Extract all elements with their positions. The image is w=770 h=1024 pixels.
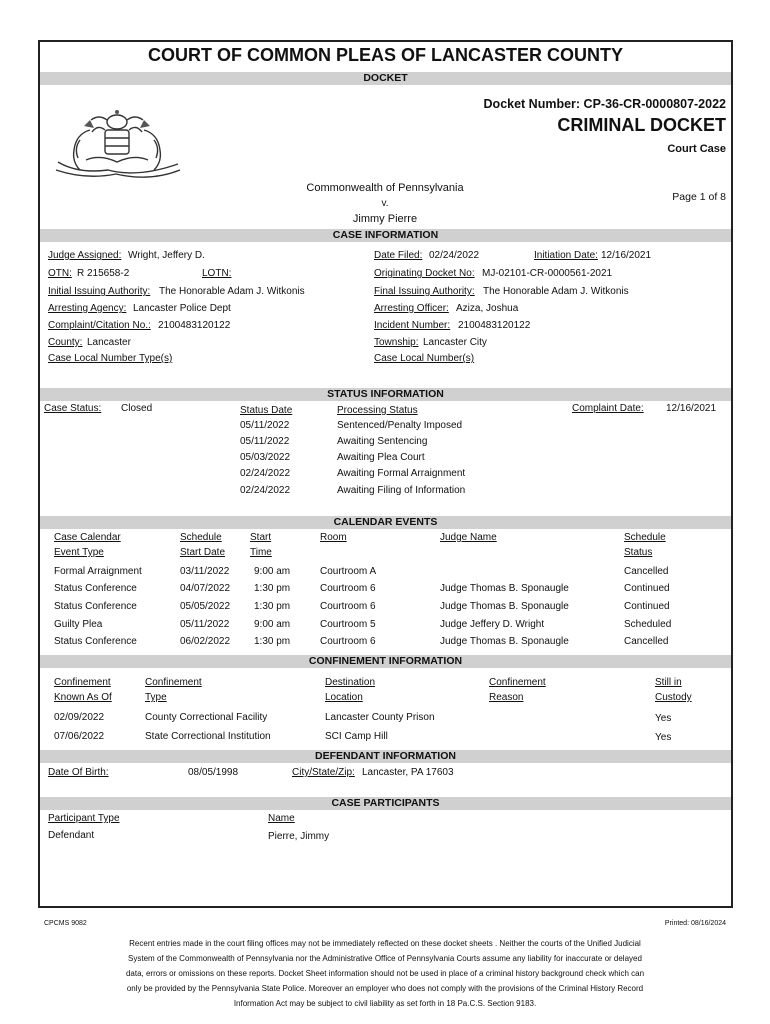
confinement-date-header: Known As Of xyxy=(54,692,112,703)
disclaimer-line: Information Act may be subject to civil liability as set forth in 18 Pa.C.S. Section 9183. xyxy=(233,999,537,1008)
confinement-date-cell: 07/06/2022 xyxy=(54,731,105,742)
initiation-date-value: 12/16/2021 xyxy=(601,250,652,261)
dob-label: Date Of Birth: xyxy=(48,767,109,778)
event-time-cell: 1:30 pm xyxy=(254,636,291,647)
event-date-cell: 04/07/2022 xyxy=(180,583,231,594)
still-in-custody-header: Still in xyxy=(655,677,682,688)
caption-versus: v. xyxy=(381,198,389,209)
event-judge-cell: Judge Thomas B. Sponaugle xyxy=(440,636,569,647)
event-time-cell: 1:30 pm xyxy=(254,583,291,594)
participant-type-header: Participant Type xyxy=(48,813,120,824)
destination-header: Destination xyxy=(325,677,376,688)
complaint-citation-label: Complaint/Citation No.: xyxy=(48,320,151,331)
case-participants-bar: CASE PARTICIPANTS xyxy=(40,797,731,810)
judge-assigned-label: Judge Assigned: xyxy=(48,250,122,261)
event-time-cell: 1:30 pm xyxy=(254,601,291,612)
event-date-cell: 03/11/2022 xyxy=(180,566,230,577)
event-time-cell: 9:00 am xyxy=(254,566,291,577)
custody-cell: Yes xyxy=(655,713,672,724)
incident-number-value: 2100483120122 xyxy=(458,320,531,331)
otn-value: R 215658-2 xyxy=(77,268,130,279)
originating-docket-value: MJ-02101-CR-0000561-2021 xyxy=(482,268,613,279)
event-type-header: Event Type xyxy=(54,547,104,558)
initial-issuing-value: The Honorable Adam J. Witkonis xyxy=(159,286,305,297)
event-status-cell: Cancelled xyxy=(624,566,669,577)
confinement-date-cell: 02/09/2022 xyxy=(54,712,105,723)
confinement-reason-header: Confinement xyxy=(489,677,546,688)
destination-cell: SCI Camp Hill xyxy=(325,731,388,742)
event-date-cell: 06/02/2022 xyxy=(180,636,231,647)
still-in-custody-header: Custody xyxy=(655,692,692,703)
case-local-number-label: Case Local Number(s) xyxy=(374,353,475,364)
disclaimer xyxy=(70,936,700,1011)
court-case-label: Court Case xyxy=(667,143,726,155)
event-date-cell: 05/05/2022 xyxy=(180,601,231,612)
arresting-officer-value: Aziza, Joshua xyxy=(456,303,519,314)
event-date-cell: 05/11/2022 xyxy=(180,619,230,630)
processing-status-cell: Awaiting Plea Court xyxy=(337,452,425,463)
event-type-cell: Status Conference xyxy=(54,583,137,594)
page-indicator: Page 1 of 8 xyxy=(672,191,726,203)
event-room-cell: Courtroom A xyxy=(320,566,377,577)
case-local-type-label: Case Local Number Type(s) xyxy=(48,353,173,364)
arresting-officer-label: Arresting Officer: xyxy=(374,303,449,314)
disclaimer-line: System of the Commonwealth of Pennsylvania nor the Administrative Office of Pennsylvania Courts assume any liability for inaccurate or delayed xyxy=(128,954,642,963)
dob-value: 08/05/1998 xyxy=(188,767,239,778)
caption-plaintiff: Commonwealth of Pennsylvania xyxy=(306,182,464,194)
county-label: County: xyxy=(48,337,83,348)
confinement-reason-header: Reason xyxy=(489,692,524,703)
status-date-cell: 05/11/2022 xyxy=(240,436,290,447)
confinement-type-cell: State Correctional Institution xyxy=(145,731,271,742)
final-issuing-value: The Honorable Adam J. Witkonis xyxy=(483,286,629,297)
judge-assigned-value: Wright, Jeffery D. xyxy=(128,250,205,261)
township-label: Township: xyxy=(374,337,419,348)
calendar-events-bar: CALENDAR EVENTS xyxy=(40,516,731,529)
start-date-header: Schedule xyxy=(180,532,222,543)
docket-number: Docket Number: CP-36-CR-0000807-2022 xyxy=(483,97,726,111)
processing-status-cell: Awaiting Filing of Information xyxy=(337,485,466,496)
case-status-value: Closed xyxy=(121,403,153,414)
arresting-agency-label: Arresting Agency: xyxy=(48,303,127,314)
processing-status-cell: Sentenced/Penalty Imposed xyxy=(337,420,463,431)
disclaimer-line: data, errors or omissions on these reports. Docket Sheet information should not be used in place of a criminal history background check which can xyxy=(125,969,645,978)
event-type-cell: Guilty Plea xyxy=(54,619,103,630)
event-room-cell: Courtroom 6 xyxy=(320,583,376,594)
otn-label: OTN: xyxy=(48,268,72,279)
participant-name-cell: Pierre, Jimmy xyxy=(268,831,330,842)
event-judge-cell: Judge Thomas B. Sponaugle xyxy=(440,583,569,594)
room-header: Room xyxy=(320,532,347,543)
criminal-docket-title: CRIMINAL DOCKET xyxy=(557,115,726,135)
status-date-cell: 02/24/2022 xyxy=(240,485,291,496)
custody-cell: Yes xyxy=(655,732,672,743)
pennsylvania-seal-icon xyxy=(50,100,185,178)
confinement-date-header: Confinement xyxy=(54,677,111,688)
event-room-cell: Courtroom 6 xyxy=(320,601,376,612)
originating-docket-label: Originating Docket No: xyxy=(374,268,475,279)
schedule-status-header: Schedule xyxy=(624,532,666,543)
defendant-information-bar: DEFENDANT INFORMATION xyxy=(40,750,731,763)
court-title: COURT OF COMMON PLEAS OF LANCASTER COUNTY xyxy=(148,45,623,65)
event-judge-cell: Judge Thomas B. Sponaugle xyxy=(440,601,569,612)
participant-type-cell: Defendant xyxy=(48,830,95,841)
start-time-header: Start xyxy=(250,532,272,543)
event-status-cell: Continued xyxy=(624,601,670,612)
form-id: CPCMS 9082 xyxy=(44,920,87,927)
schedule-status-header: Status xyxy=(624,547,653,558)
start-time-header: Time xyxy=(250,547,272,558)
event-judge-cell: Judge Jeffery D. Wright xyxy=(440,619,545,630)
processing-status-cell: Awaiting Formal Arraignment xyxy=(337,468,466,479)
confinement-type-cell: County Correctional Facility xyxy=(145,712,268,723)
event-type-cell: Formal Arraignment xyxy=(54,566,142,577)
processing-status-cell: Awaiting Sentencing xyxy=(337,436,428,447)
status-date-cell: 05/03/2022 xyxy=(240,452,291,463)
case-information-bar: CASE INFORMATION xyxy=(40,229,731,242)
status-date-cell: 02/24/2022 xyxy=(240,468,291,479)
destination-header: Location xyxy=(325,692,363,703)
status-date-cell: 05/11/2022 xyxy=(240,420,290,431)
event-status-cell: Continued xyxy=(624,583,670,594)
disclaimer-line: only be provided by the Pennsylvania State Police. Moreover an employer who does not comply with the provisions of the Criminal History Record xyxy=(126,984,644,993)
initiation-date-label: Initiation Date: xyxy=(534,250,598,261)
event-status-cell: Scheduled xyxy=(624,619,672,630)
final-issuing-label: Final Issuing Authority: xyxy=(374,286,475,297)
initial-issuing-label: Initial Issuing Authority: xyxy=(48,286,151,297)
confinement-type-header: Type xyxy=(145,692,167,703)
event-type-cell: Status Conference xyxy=(54,601,137,612)
confinement-type-header: Confinement xyxy=(145,677,202,688)
case-status-label: Case Status: xyxy=(44,403,102,414)
complaint-citation-value: 2100483120122 xyxy=(158,320,231,331)
event-room-cell: Courtroom 5 xyxy=(320,619,376,630)
disclaimer-line: Recent entries made in the court filing offices may not be immediately reflected on these docket sheets . Neither the courts of the Unified Judicial xyxy=(129,939,641,948)
status-information-bar: STATUS INFORMATION xyxy=(40,388,731,401)
destination-cell: Lancaster County Prison xyxy=(325,712,435,723)
docket-bar: DOCKET xyxy=(40,72,731,85)
event-type-header: Case Calendar xyxy=(54,532,121,543)
confinement-information-bar: CONFINEMENT INFORMATION xyxy=(40,655,731,668)
status-date-header: Status Date xyxy=(240,405,293,416)
incident-number-label: Incident Number: xyxy=(374,320,451,331)
event-room-cell: Courtroom 6 xyxy=(320,636,376,647)
complaint-date-value: 12/16/2021 xyxy=(666,403,717,414)
date-filed-label: Date Filed: xyxy=(374,250,423,261)
arresting-agency-value: Lancaster Police Dept xyxy=(133,303,231,314)
complaint-date-label: Complaint Date: xyxy=(572,403,644,414)
city-state-zip-value: Lancaster, PA 17603 xyxy=(362,767,454,778)
processing-status-header: Processing Status xyxy=(337,405,418,416)
city-state-zip-label: City/State/Zip: xyxy=(292,767,355,778)
judge-name-header: Judge Name xyxy=(440,532,497,543)
participant-name-header: Name xyxy=(268,813,295,824)
event-status-cell: Cancelled xyxy=(624,636,669,647)
county-value: Lancaster xyxy=(87,337,131,348)
start-date-header: Start Date xyxy=(180,547,226,558)
township-value: Lancaster City xyxy=(423,337,487,348)
event-time-cell: 9:00 am xyxy=(254,619,291,630)
caption-defendant: Jimmy Pierre xyxy=(352,213,418,225)
printed-date: Printed: 08/16/2024 xyxy=(664,920,726,927)
date-filed-value: 02/24/2022 xyxy=(429,250,480,261)
lotn-label: LOTN: xyxy=(202,268,232,279)
event-type-cell: Status Conference xyxy=(54,636,137,647)
